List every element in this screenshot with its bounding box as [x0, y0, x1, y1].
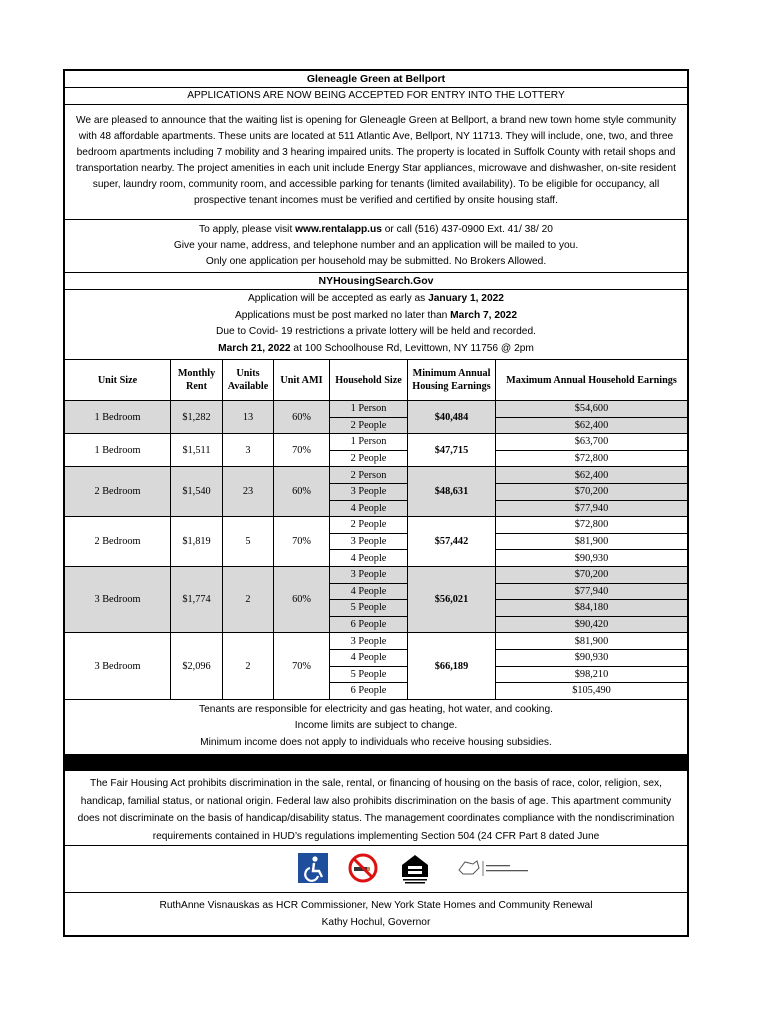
table-row — [65, 633, 687, 650]
max-earnings-cell: $81,900 — [496, 533, 688, 550]
household-size-cell: 1 Person — [330, 401, 408, 418]
household-size-cell: 4 People — [330, 500, 408, 517]
table-row — [65, 434, 687, 451]
household-size-cell: 3 People — [330, 633, 408, 650]
household-size-cell: 6 People — [330, 616, 408, 633]
table-header-row — [65, 360, 687, 401]
lottery-subtitle: APPLICATIONS ARE NOW BEING ACCEPTED FOR ENTRY INTO THE LOTTERY — [65, 88, 687, 105]
note-line: Income limits are subject to change. — [294, 720, 458, 732]
apply-section — [65, 220, 687, 273]
lottery-location: at 100 Schoolhouse Rd, Levittown, NY 11756 @ 2pm — [290, 342, 534, 354]
max-earnings-cell: $77,940 — [496, 583, 688, 600]
monthly-rent-cell: $1,819 — [171, 517, 223, 567]
header-household-size: Household Size — [330, 360, 408, 401]
household-size-cell: 4 People — [330, 583, 408, 600]
max-earnings-cell: $90,420 — [496, 616, 688, 633]
apply-phone: or call (516) 437-0900 Ext. 41/ 38/ 20 — [381, 224, 553, 235]
unit-size-cell: 3 Bedroom — [65, 633, 171, 699]
units-table — [65, 360, 687, 700]
monthly-rent-cell: $1,540 — [171, 467, 223, 517]
lottery-date: March 21, 2022 — [218, 342, 291, 354]
logo-strip — [65, 846, 687, 893]
unit-ami-cell: 70% — [274, 633, 330, 699]
units-available-cell: 5 — [223, 517, 274, 567]
postmark-date: March 7, 2022 — [450, 309, 517, 321]
header-units-available: Units Available — [223, 360, 274, 401]
unit-size-cell: 1 Bedroom — [65, 434, 171, 467]
household-size-cell: 4 People — [330, 550, 408, 567]
min-earnings-cell: $48,631 — [408, 467, 496, 517]
monthly-rent-cell: $1,282 — [171, 401, 223, 434]
rentalapp-link[interactable]: www.rentalapp.us — [295, 224, 382, 235]
max-earnings-cell: $90,930 — [496, 649, 688, 666]
table-row — [65, 517, 687, 534]
flyer — [63, 69, 689, 937]
monthly-rent-cell: $1,774 — [171, 566, 223, 632]
min-earnings-cell: $56,021 — [408, 566, 496, 632]
household-size-cell: 2 People — [330, 450, 408, 467]
unit-ami-cell: 60% — [274, 401, 330, 434]
apply-line-1 — [69, 222, 683, 238]
header-monthly-rent: Monthly Rent — [171, 360, 223, 401]
units-available-cell: 13 — [223, 401, 274, 434]
units-available-cell: 23 — [223, 467, 274, 517]
equal-housing-icon — [400, 853, 430, 890]
max-earnings-cell: $90,930 — [496, 550, 688, 567]
nyhousingsearch-link[interactable]: NYHousingSearch.Gov — [65, 273, 687, 290]
household-size-cell: 2 People — [330, 417, 408, 434]
max-earnings-cell: $62,400 — [496, 467, 688, 484]
divider-bar — [65, 755, 687, 771]
max-earnings-cell: $77,940 — [496, 500, 688, 517]
unit-ami-cell: 60% — [274, 566, 330, 632]
header-unit-size: Unit Size — [65, 360, 171, 401]
household-size-cell: 4 People — [330, 649, 408, 666]
household-size-cell: 3 People — [330, 533, 408, 550]
note-line: Tenants are responsible for electricity and gas heating, hot water, and cooking. — [199, 703, 553, 715]
household-size-cell: 2 People — [330, 517, 408, 534]
household-size-cell: 2 Person — [330, 467, 408, 484]
max-earnings-cell: $72,800 — [496, 517, 688, 534]
header-max-earnings: Maximum Annual Household Earnings — [496, 360, 688, 401]
apply-text: To apply, please visit — [199, 224, 296, 235]
signature-section — [65, 893, 687, 935]
monthly-rent-cell: $1,511 — [171, 434, 223, 467]
unit-ami-cell: 60% — [274, 467, 330, 517]
unit-size-cell: 1 Bedroom — [65, 401, 171, 434]
unit-ami-cell: 70% — [274, 517, 330, 567]
unit-size-cell: 3 Bedroom — [65, 566, 171, 632]
commissioner-line: RuthAnne Visnauskas as HCR Commissioner, New York State Homes and Community Renewal — [159, 900, 593, 912]
household-size-cell: 5 People — [330, 666, 408, 683]
date-line-3: Due to Covid- 19 restrictions a private lottery will be held and recorded. — [216, 326, 536, 337]
open-date: January 1, 2022 — [428, 293, 504, 304]
units-available-cell: 2 — [223, 633, 274, 699]
min-earnings-cell: $40,484 — [408, 401, 496, 434]
date-line-2 — [69, 308, 683, 325]
table-row — [65, 401, 687, 418]
max-earnings-cell: $54,600 — [496, 401, 688, 418]
accessibility-icon — [298, 853, 328, 888]
date-line-4 — [69, 341, 683, 358]
unit-size-cell: 2 Bedroom — [65, 467, 171, 517]
max-earnings-cell: $84,180 — [496, 600, 688, 617]
date-text: Application will be accepted as early as — [248, 293, 429, 304]
property-title: Gleneagle Green at Bellport — [65, 71, 687, 88]
governor-line: Kathy Hochul, Governor — [321, 916, 431, 928]
apply-line-3: Only one application per household may be submitted. No Brokers Allowed. — [205, 256, 547, 267]
household-size-cell: 3 People — [330, 483, 408, 500]
dates-section — [65, 290, 687, 360]
max-earnings-cell: $98,210 — [496, 666, 688, 683]
household-size-cell: 1 Person — [330, 434, 408, 451]
intro-paragraph: We are pleased to announce that the waiting list is opening for Gleneagle Green at Bellport, a brand new town home style community with 48 affordable apartments. These units are located at 511 Atlantic Ave, Bellport, NY 11713. They will include, one, two, and three bedroom apartments including 7 mobility and 3 hearing impaired units. The property is located in Suffolk County with retail shops and transportation nearby. The project amenities in each unit include Energy Star appliances, microwave and dishwasher, on-site resident super, laundry room, community room, and accessible parking for tenants (limited availability). To be eligible for occupancy, all prospective tenant incomes must be verified and certified by onsite housing staff. — [65, 105, 687, 220]
max-earnings-cell: $105,490 — [496, 683, 688, 700]
max-earnings-cell: $62,400 — [496, 417, 688, 434]
no-smoking-icon — [348, 853, 378, 888]
unit-size-cell: 2 Bedroom — [65, 517, 171, 567]
min-earnings-cell: $47,715 — [408, 434, 496, 467]
household-size-cell: 3 People — [330, 566, 408, 583]
unit-ami-cell: 70% — [274, 434, 330, 467]
units-available-cell: 2 — [223, 566, 274, 632]
header-min-earnings: Minimum Annual Housing Earnings — [408, 360, 496, 401]
min-earnings-cell: $66,189 — [408, 633, 496, 699]
household-size-cell: 6 People — [330, 683, 408, 700]
table-row — [65, 467, 687, 484]
max-earnings-cell: $72,800 — [496, 450, 688, 467]
max-earnings-cell: $63,700 — [496, 434, 688, 451]
date-text: Applications must be post marked no later than — [234, 309, 451, 321]
monthly-rent-cell: $2,096 — [171, 633, 223, 699]
header-unit-ami: Unit AMI — [274, 360, 330, 401]
table-row — [65, 566, 687, 583]
units-table-body — [65, 401, 687, 700]
date-line-1 — [69, 291, 683, 308]
max-earnings-cell: $70,200 — [496, 566, 688, 583]
nys-hcr-logo — [457, 858, 531, 885]
household-size-cell: 5 People — [330, 600, 408, 617]
apply-line-2: Give your name, address, and telephone number and an application will be mailed to you. — [173, 240, 579, 251]
min-earnings-cell: $57,442 — [408, 517, 496, 567]
units-available-cell: 3 — [223, 434, 274, 467]
fair-housing-notice: The Fair Housing Act prohibits discrimination in the sale, rental, or financing of housing on the basis of race, color, religion, sex, handicap, familial status, or national origin. Federal law also prohibits discrimination on the basis of age. This apartment community does not discriminate on the basis of handicap/disability status. The management coordinates compliance with the nondiscrimination requirements contained in HUD’s regulations implementing Section 504 (24 CFR Part 8 dated June — [65, 771, 687, 846]
notes-section — [65, 700, 687, 756]
max-earnings-cell: $70,200 — [496, 483, 688, 500]
note-line: Minimum income does not apply to individuals who receive housing subsidies. — [200, 736, 552, 748]
max-earnings-cell: $81,900 — [496, 633, 688, 650]
